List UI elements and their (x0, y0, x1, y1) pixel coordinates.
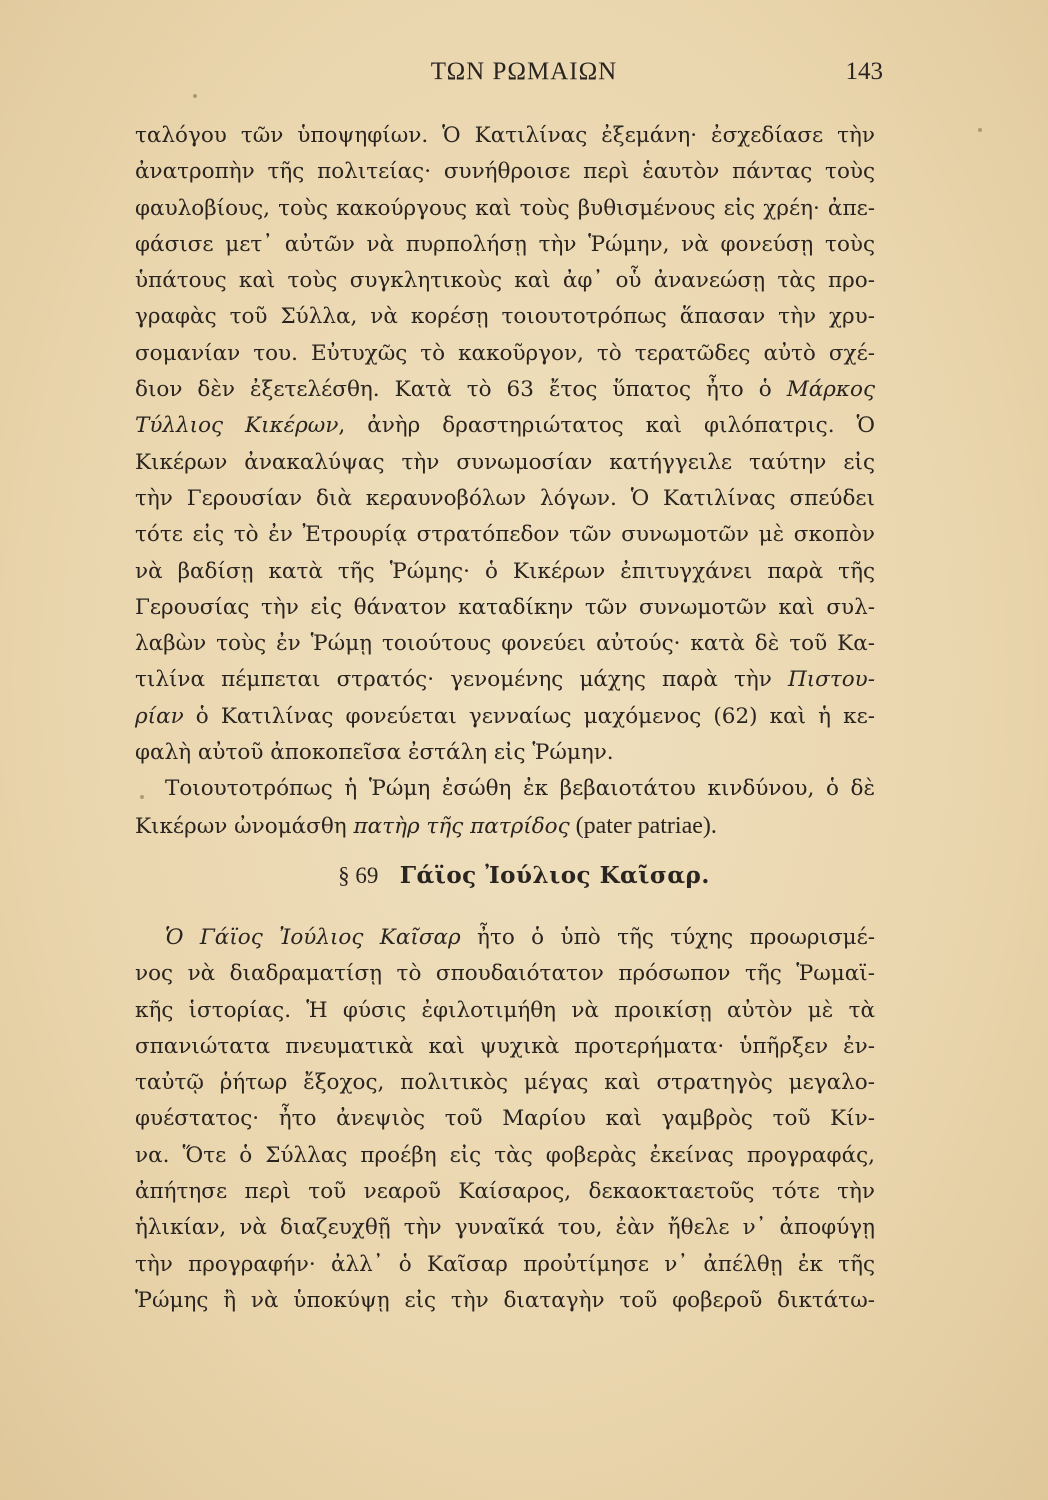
text-line (135, 1065, 875, 1101)
line-text: να. Ὅτε ὁ Σύλλας προέβη εἰς τὰς φοβερὰς ἐκείνας προγραφάς, (135, 1142, 875, 1168)
page-number: 143 (845, 58, 883, 85)
text-line (135, 118, 875, 154)
text-line (135, 517, 875, 553)
line-text: ταλόγου τῶν ὑποψηφίων. Ὁ Κατιλίνας ἐξεμάνη· ἐσχεδίασε τὴν (135, 123, 875, 148)
text-line (135, 956, 875, 992)
line-text: ἡλικίαν, νὰ διαζευχθῇ τὴν γυναῖκά του, ἐὰν ἤθελε ν᾽ ἀποφύγῃ (135, 1215, 875, 1241)
text-line (135, 1138, 875, 1174)
text-line (135, 372, 875, 408)
paragraph-caesar (135, 920, 875, 1319)
latin-text: (pater patriae). (569, 812, 717, 839)
line-text: φυέστατος· ἦτο ἀνεψιὸς τοῦ Μαρίου καὶ γαμβρὸς τοῦ Κίν- (135, 1106, 875, 1132)
text-line (135, 1029, 875, 1065)
line-text: τιλίνα πέμπεται στρατός· γενομένης μάχης παρὰ τὴν (135, 667, 788, 693)
line-text: σομανίαν του. Εὐτυχῶς τὸ κακοῦργον, τὸ τερατῶδες αὐτὸ σχέ- (135, 340, 875, 366)
line-text: κῆς ἱστορίας. Ἡ φύσις ἐφιλοτιμήθη νὰ προικίσῃ αὐτὸν μὲ τὰ (135, 997, 875, 1023)
line-text: ἦτο ὁ ὑπὸ τῆς τύχης προωρισμέ- (460, 925, 875, 950)
line-text: λαβὼν τοὺς ἐν Ῥώμῃ τοιούτους φονεύει αὐτούς· κατὰ δὲ τοῦ Κα- (135, 631, 875, 657)
text-line (135, 771, 875, 807)
text-line (135, 808, 875, 844)
paper-speck (193, 94, 197, 98)
text-line (135, 1283, 875, 1319)
line-text: Ῥώμης ἢ νὰ ὑποκύψῃ εἰς τὴν διαταγὴν τοῦ φοβεροῦ δικτάτω- (135, 1287, 875, 1313)
text-line (135, 554, 875, 590)
line-text: Κικέρων ὠνομάσθη (135, 813, 354, 839)
line-text: γραφὰς τοῦ Σύλλα, νὰ κορέσῃ τοιουτοτρόπως ἅπασαν τὴν χρυ- (135, 304, 875, 330)
text-line (135, 920, 875, 956)
section-heading (0, 858, 1048, 894)
line-text: , ἀνὴρ δραστηριώτατος καὶ φιλόπατρις. Ὁ (338, 413, 875, 439)
line-text: ὁ Κατιλίνας φονεύεται γενναίως μαχόμενος (62) καὶ ἡ κε- (183, 703, 875, 729)
text-line (135, 191, 875, 227)
line-text: ἀπήτησε περὶ τοῦ νεαροῦ Καίσαρος, δεκαοκταετοῦς τότε τὴν (135, 1179, 875, 1205)
line-text: ἀνατροπὴν τῆς πολιτείας· συνήθροισε περὶ ἑαυτὸν πάντας τοὺς (135, 159, 875, 185)
text-line (135, 662, 875, 698)
paragraph-catiline (135, 118, 875, 844)
running-title: ΤΩΝ ΡΩΜΑΙΩΝ (430, 58, 618, 85)
text-line (135, 336, 875, 372)
text-line (135, 1101, 875, 1137)
text-line (135, 699, 875, 735)
text-line (135, 408, 875, 444)
line-text: Τοιουτοτρόπως ἡ Ῥώμη ἐσώθη ἐκ βεβαιοτάτου κινδύνου, ὁ δὲ (165, 776, 875, 802)
text-line (135, 1247, 875, 1283)
italic-text: ρίαν (135, 703, 184, 729)
text-line (135, 227, 875, 263)
text-line (135, 1174, 875, 1210)
line-text: νὰ βαδίσῃ κατὰ τῆς Ῥώμης· ὁ Κικέρων ἐπιτυγχάνει παρὰ τῆς (135, 558, 875, 584)
text-line (135, 1210, 875, 1246)
line-text: φαλὴ αὐτοῦ ἀποκοπεῖσα ἐστάλη εἰς Ῥώμην. (135, 740, 614, 766)
line-text: νος νὰ διαδραματίσῃ τὸ σπουδαιότατον πρόσωπον τῆς Ῥωμαϊ- (135, 961, 875, 987)
section-title: Γάϊος Ἰούλιος Καῖσαρ. (399, 862, 710, 889)
line-text: Γερουσίας τὴν εἰς θάνατον καταδίκην τῶν συνωμοτῶν καὶ συλ- (135, 594, 875, 620)
line-text: διον δὲν ἐξετελέσθη. Κατὰ τὸ 63 ἔτος ὕπατος ἦτο ὁ (135, 377, 787, 403)
text-line (135, 299, 875, 335)
text-line (135, 590, 875, 626)
paper-speck (978, 128, 982, 132)
text-line (135, 445, 875, 481)
italic-text: Μάρκος (786, 377, 875, 403)
line-text: φάσισε μετ᾽ αὐτῶν νὰ πυρπολήσῃ τὴν Ῥώμην, νὰ φονεύσῃ τοὺς (135, 231, 875, 257)
text-line (135, 481, 875, 517)
italic-text: Τύλλιος Κικέρων (135, 413, 339, 439)
line-text: τότε εἰς τὸ ἐν Ἐτρουρίᾳ στρατόπεδον τῶν συνωμοτῶν μὲ σκοπὸν (135, 522, 875, 548)
line-text: τὴν προγραφήν· ἀλλ᾽ ὁ Καῖσαρ προὐτίμησε ν᾽ ἀπέλθῃ ἐκ τῆς (135, 1251, 875, 1277)
section-number: § 69 (338, 863, 379, 888)
text-line (135, 263, 875, 299)
text-line (135, 626, 875, 662)
italic-text: πατὴρ τῆς πατρίδος (353, 813, 570, 839)
text-line (135, 993, 875, 1029)
line-text: Κικέρων ἀνακαλύψας τὴν συνωμοσίαν κατήγγειλε ταύτην εἰς (135, 449, 875, 475)
line-text: τὴν Γερουσίαν διὰ κεραυνοβόλων λόγων. Ὁ Κατιλίνας σπεύδει (135, 485, 875, 511)
italic-text: Πιστου- (787, 667, 875, 693)
line-text: ὑπάτους καὶ τοὺς συγκλητικοὺς καὶ ἀφ᾽ οὗ ἀνανεώσῃ τὰς προ- (135, 268, 875, 294)
italic-text: Ὁ Γάϊος Ἰούλιος Καῖσαρ (165, 925, 461, 950)
text-line (135, 154, 875, 190)
text-line (135, 735, 875, 771)
line-text: σπανιώτατα πνευματικὰ καὶ ψυχικὰ προτερήματα· ὑπῆρξεν ἐν- (135, 1033, 875, 1059)
line-text: φαυλοβίους, τοὺς κακούργους καὶ τοὺς βυθισμένους εἰς χρέη· ἀπε- (135, 195, 875, 221)
page-header (0, 58, 1048, 94)
line-text: ταὐτῷ ῥήτωρ ἔξοχος, πολιτικὸς μέγας καὶ στρατηγὸς μεγαλο- (135, 1070, 875, 1096)
